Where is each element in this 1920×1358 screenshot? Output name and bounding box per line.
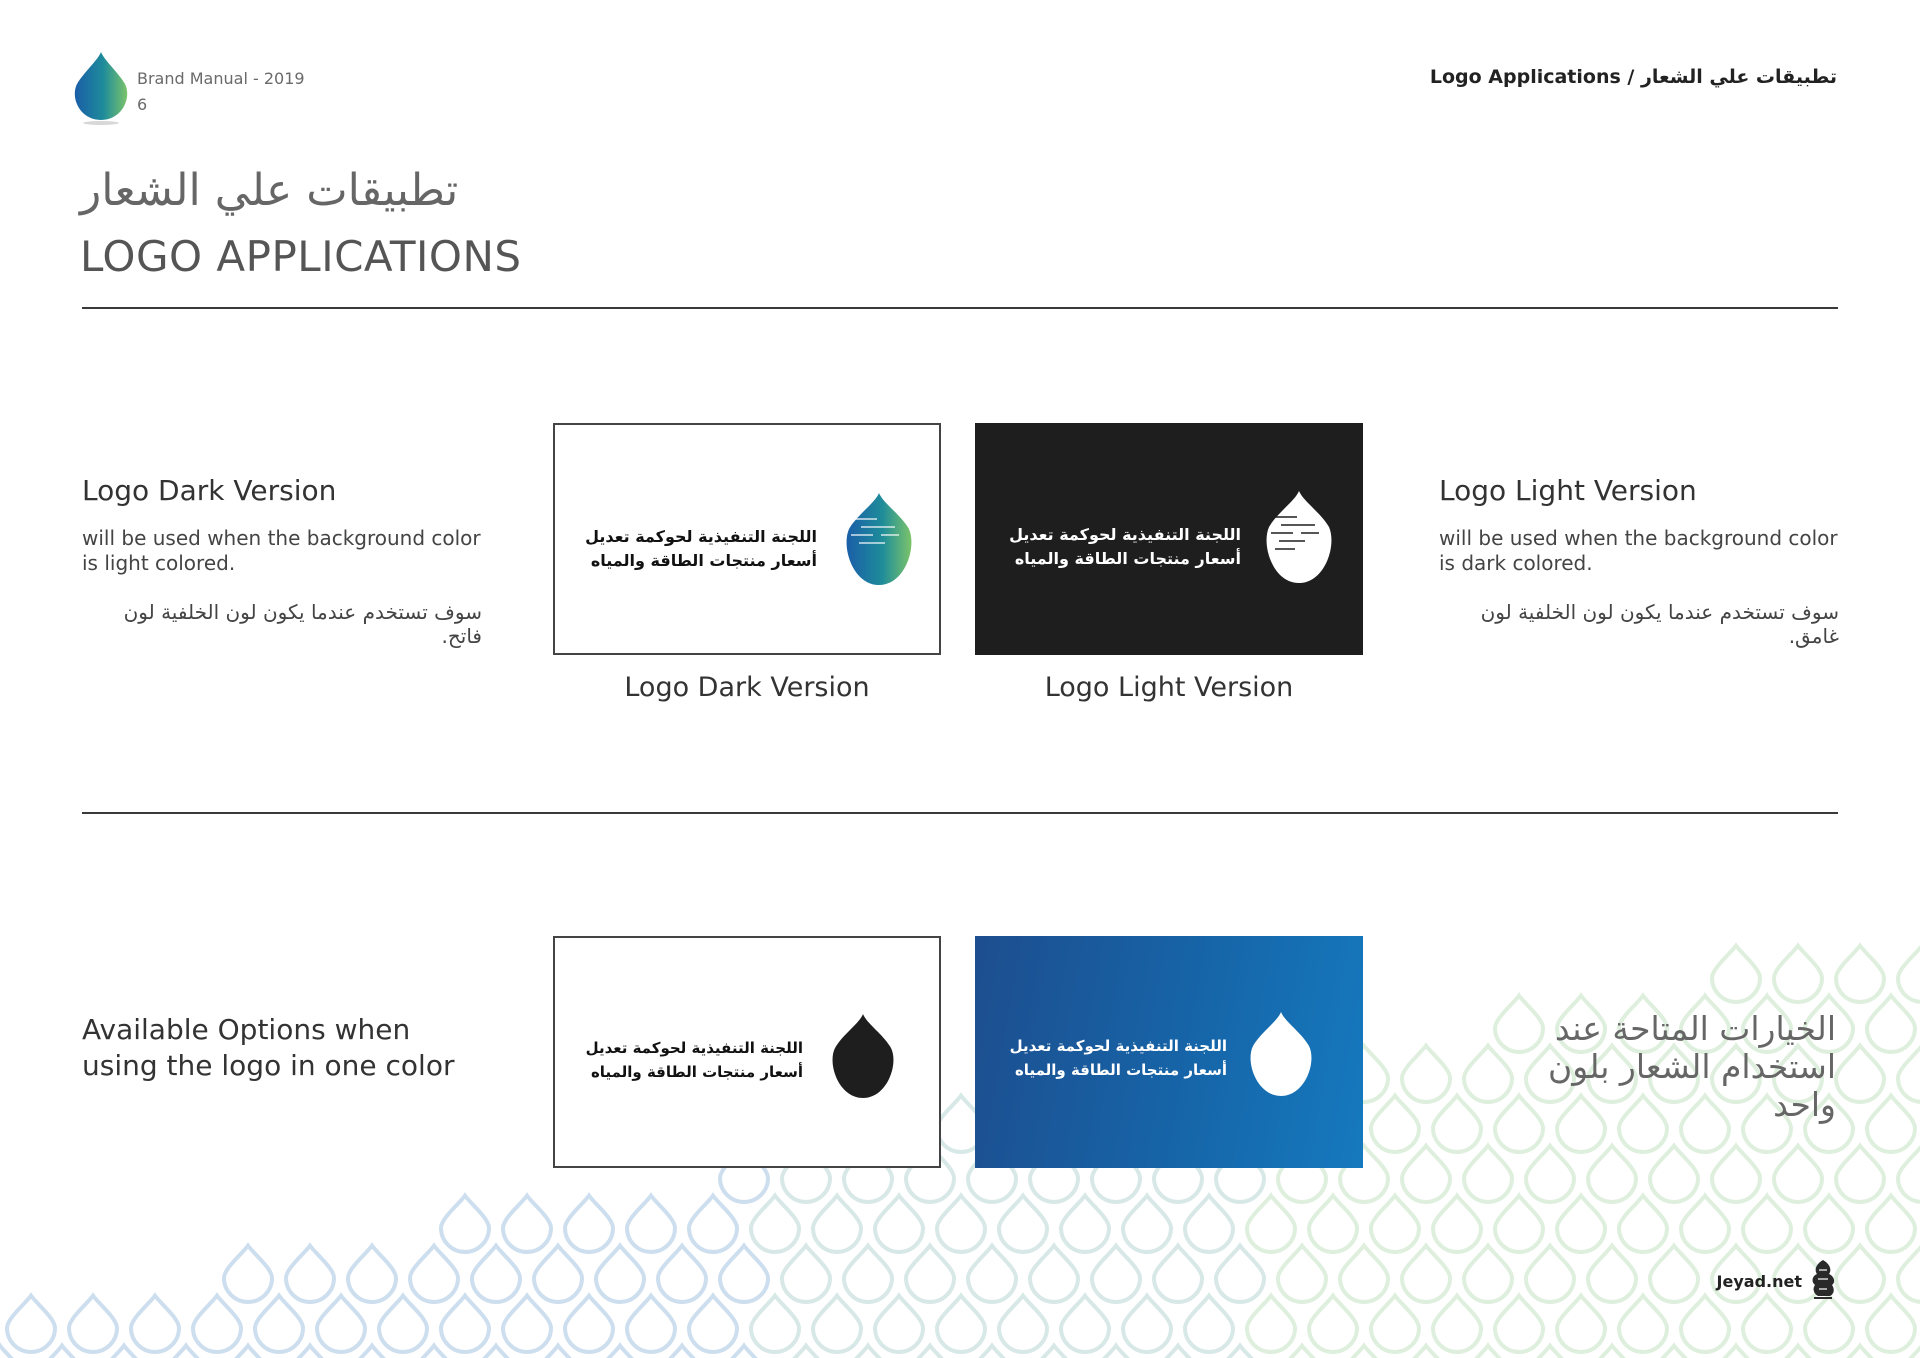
pattern-drop bbox=[627, 1296, 675, 1352]
pattern-drop bbox=[534, 1246, 582, 1302]
pattern-drop bbox=[1867, 996, 1915, 1052]
pattern-drop bbox=[69, 1296, 117, 1352]
pattern-drop bbox=[1371, 1296, 1419, 1352]
pattern-drop bbox=[751, 1296, 799, 1352]
pattern-drop bbox=[1185, 1296, 1233, 1352]
pattern-drop bbox=[1557, 1196, 1605, 1252]
pattern-drop bbox=[906, 1246, 954, 1302]
pattern-drop bbox=[1898, 946, 1920, 1002]
logo-text-line2: أسعار منتجات الطاقة والمياه bbox=[1014, 1061, 1227, 1079]
pattern-drop bbox=[1495, 1296, 1543, 1352]
logo-text-line2: أسعار منتجات الطاقة والمياه bbox=[590, 1063, 803, 1081]
pattern-drop bbox=[503, 1296, 551, 1352]
one-color-heading: Available Options when using the logo in one color bbox=[82, 1013, 455, 1082]
pattern-drop bbox=[1712, 1146, 1760, 1202]
pattern-drop bbox=[1836, 946, 1884, 1002]
pattern-drop bbox=[1464, 1246, 1512, 1302]
pattern-drop bbox=[999, 1196, 1047, 1252]
page-title-english: LOGO APPLICATIONS bbox=[80, 232, 522, 281]
pattern-drop bbox=[193, 1296, 241, 1352]
pattern-drop bbox=[441, 1296, 489, 1352]
jeyad-mark-icon bbox=[1808, 1258, 1838, 1300]
pattern-drop bbox=[937, 1196, 985, 1252]
pattern-drop bbox=[1619, 1196, 1667, 1252]
pattern-drop bbox=[1712, 946, 1760, 1002]
pattern-drop bbox=[1774, 1146, 1822, 1202]
page-title-arabic: تطبيقات علي الشعار bbox=[80, 165, 459, 216]
pattern-drop bbox=[503, 1196, 551, 1252]
pattern-drop bbox=[1743, 1196, 1791, 1252]
pattern-drop bbox=[1805, 1196, 1853, 1252]
pattern-drop bbox=[1340, 1246, 1388, 1302]
pattern-drop bbox=[813, 1196, 861, 1252]
pattern-drop bbox=[1650, 1146, 1698, 1202]
pattern-drop bbox=[1402, 1146, 1450, 1202]
pattern-drop bbox=[1371, 1096, 1419, 1152]
dark-version-heading: Logo Dark Version bbox=[82, 474, 337, 507]
pattern-drop bbox=[1061, 1296, 1109, 1352]
pattern-drop bbox=[1743, 1296, 1791, 1352]
pattern-drop bbox=[1867, 1296, 1915, 1352]
pattern-drop bbox=[1681, 1296, 1729, 1352]
logo-text-line1: اللجنة التنفيذية لحوكمة تعديل bbox=[585, 527, 817, 546]
pattern-drop bbox=[1836, 1046, 1884, 1102]
pattern-drop bbox=[782, 1246, 830, 1302]
light-version-heading: Logo Light Version bbox=[1439, 474, 1697, 507]
pattern-drop bbox=[844, 1246, 892, 1302]
pattern-drop bbox=[1774, 946, 1822, 1002]
dark-version-description: will be used when the background color is light colored. bbox=[82, 526, 481, 575]
logo-one-color-blue-card bbox=[975, 936, 1363, 1168]
pattern-drop bbox=[1247, 1296, 1295, 1352]
pattern-drop bbox=[7, 1296, 55, 1352]
pattern-drop bbox=[1588, 1246, 1636, 1302]
pattern-drop bbox=[937, 1296, 985, 1352]
pattern-drop bbox=[1030, 1246, 1078, 1302]
logo-text-line2: أسعار منتجات الطاقة والمياه bbox=[1014, 549, 1241, 568]
pattern-drop bbox=[658, 1246, 706, 1302]
pattern-drop bbox=[1464, 1146, 1512, 1202]
logo-text-line1: اللجنة التنفيذية لحوكمة تعديل bbox=[1009, 525, 1241, 544]
middle-divider bbox=[82, 812, 1838, 814]
logo-light-version-card bbox=[975, 423, 1363, 655]
light-version-caption: Logo Light Version bbox=[1044, 672, 1294, 703]
pattern-drop bbox=[1278, 1246, 1326, 1302]
pattern-drop bbox=[1216, 1246, 1264, 1302]
pattern-drop bbox=[1092, 1246, 1140, 1302]
top-divider bbox=[82, 307, 1838, 309]
pattern-drop bbox=[131, 1296, 179, 1352]
pattern-drop bbox=[224, 1246, 272, 1302]
pattern-drop bbox=[255, 1296, 303, 1352]
pattern-drop bbox=[1433, 1096, 1481, 1152]
pattern-drop bbox=[565, 1296, 613, 1352]
pattern-drop bbox=[1309, 1196, 1357, 1252]
manual-label: Brand Manual - 2019 bbox=[137, 69, 305, 88]
pattern-drop bbox=[1526, 1246, 1574, 1302]
pattern-drop bbox=[1588, 1146, 1636, 1202]
pattern-drop bbox=[1154, 1246, 1202, 1302]
pattern-drop bbox=[1371, 1196, 1419, 1252]
pattern-drop bbox=[1402, 1246, 1450, 1302]
pattern-drop bbox=[1619, 1296, 1667, 1352]
pattern-drop bbox=[1650, 1246, 1698, 1302]
pattern-drop bbox=[565, 1196, 613, 1252]
section-title: Logo Applications / تطبيقات علي الشعار bbox=[1429, 66, 1837, 88]
logo-text-line1: اللجنة التنفيذية لحوكمة تعديل bbox=[1009, 1037, 1227, 1055]
pattern-drop bbox=[720, 1246, 768, 1302]
one-color-heading-arabic: الخيارات المتاحة عند استخدام الشعار بلون واحد bbox=[1548, 1009, 1836, 1124]
pattern-drop bbox=[1309, 1296, 1357, 1352]
logo-dark-version-card bbox=[553, 423, 941, 655]
pattern-drop bbox=[1898, 1146, 1920, 1202]
pattern-drop bbox=[410, 1246, 458, 1302]
water-drop-logo-icon bbox=[72, 50, 130, 126]
pattern-drop bbox=[1898, 1246, 1920, 1302]
pattern-drop bbox=[379, 1296, 427, 1352]
pattern-drop bbox=[689, 1296, 737, 1352]
pattern-drop bbox=[1557, 1296, 1605, 1352]
page-number: 6 bbox=[137, 95, 148, 114]
manual-meta bbox=[137, 66, 305, 118]
pattern-drop bbox=[875, 1196, 923, 1252]
pattern-drop bbox=[1123, 1196, 1171, 1252]
pattern-drop bbox=[1526, 1146, 1574, 1202]
pattern-drop bbox=[1185, 1196, 1233, 1252]
pattern-drop bbox=[1123, 1296, 1171, 1352]
pattern-drop bbox=[1898, 1046, 1920, 1102]
pattern-drop bbox=[1867, 1196, 1915, 1252]
pattern-drop bbox=[1836, 1246, 1884, 1302]
dark-version-caption: Logo Dark Version bbox=[624, 672, 870, 703]
pattern-drop bbox=[1061, 1196, 1109, 1252]
pattern-drop bbox=[1433, 1296, 1481, 1352]
pattern-drop bbox=[317, 1296, 365, 1352]
footer-brand: Jeyad.net bbox=[1716, 1272, 1802, 1291]
pattern-drop bbox=[1247, 1196, 1295, 1252]
pattern-drop bbox=[689, 1196, 737, 1252]
logo-text-line2: أسعار منتجات الطاقة والمياه bbox=[590, 551, 817, 570]
pattern-drop bbox=[472, 1246, 520, 1302]
pattern-drop bbox=[286, 1246, 334, 1302]
pattern-drop bbox=[751, 1196, 799, 1252]
pattern-drop bbox=[1495, 1196, 1543, 1252]
pattern-drop bbox=[1402, 1046, 1450, 1102]
pattern-drop bbox=[1836, 1146, 1884, 1202]
pattern-drop bbox=[1805, 1296, 1853, 1352]
light-version-arabic: سوف تستخدم عندما يكون لون الخلفية لون غامق. bbox=[1480, 600, 1839, 648]
logo-text-line1: اللجنة التنفيذية لحوكمة تعديل bbox=[585, 1039, 803, 1057]
pattern-drop bbox=[999, 1296, 1047, 1352]
pattern-drop bbox=[348, 1246, 396, 1302]
pattern-drop bbox=[813, 1296, 861, 1352]
pattern-drop bbox=[1681, 1196, 1729, 1252]
pattern-drop bbox=[875, 1296, 923, 1352]
pattern-drop bbox=[1867, 1096, 1915, 1152]
pattern-drop bbox=[441, 1196, 489, 1252]
light-version-description: will be used when the background color is dark colored. bbox=[1439, 526, 1838, 575]
logo-one-color-black-card bbox=[553, 936, 941, 1168]
pattern-drop bbox=[968, 1246, 1016, 1302]
dark-version-arabic: سوف تستخدم عندما يكون لون الخلفية لون فاتح. bbox=[123, 600, 482, 648]
pattern-drop bbox=[1433, 1196, 1481, 1252]
pattern-drop bbox=[596, 1246, 644, 1302]
pattern-drop bbox=[627, 1196, 675, 1252]
